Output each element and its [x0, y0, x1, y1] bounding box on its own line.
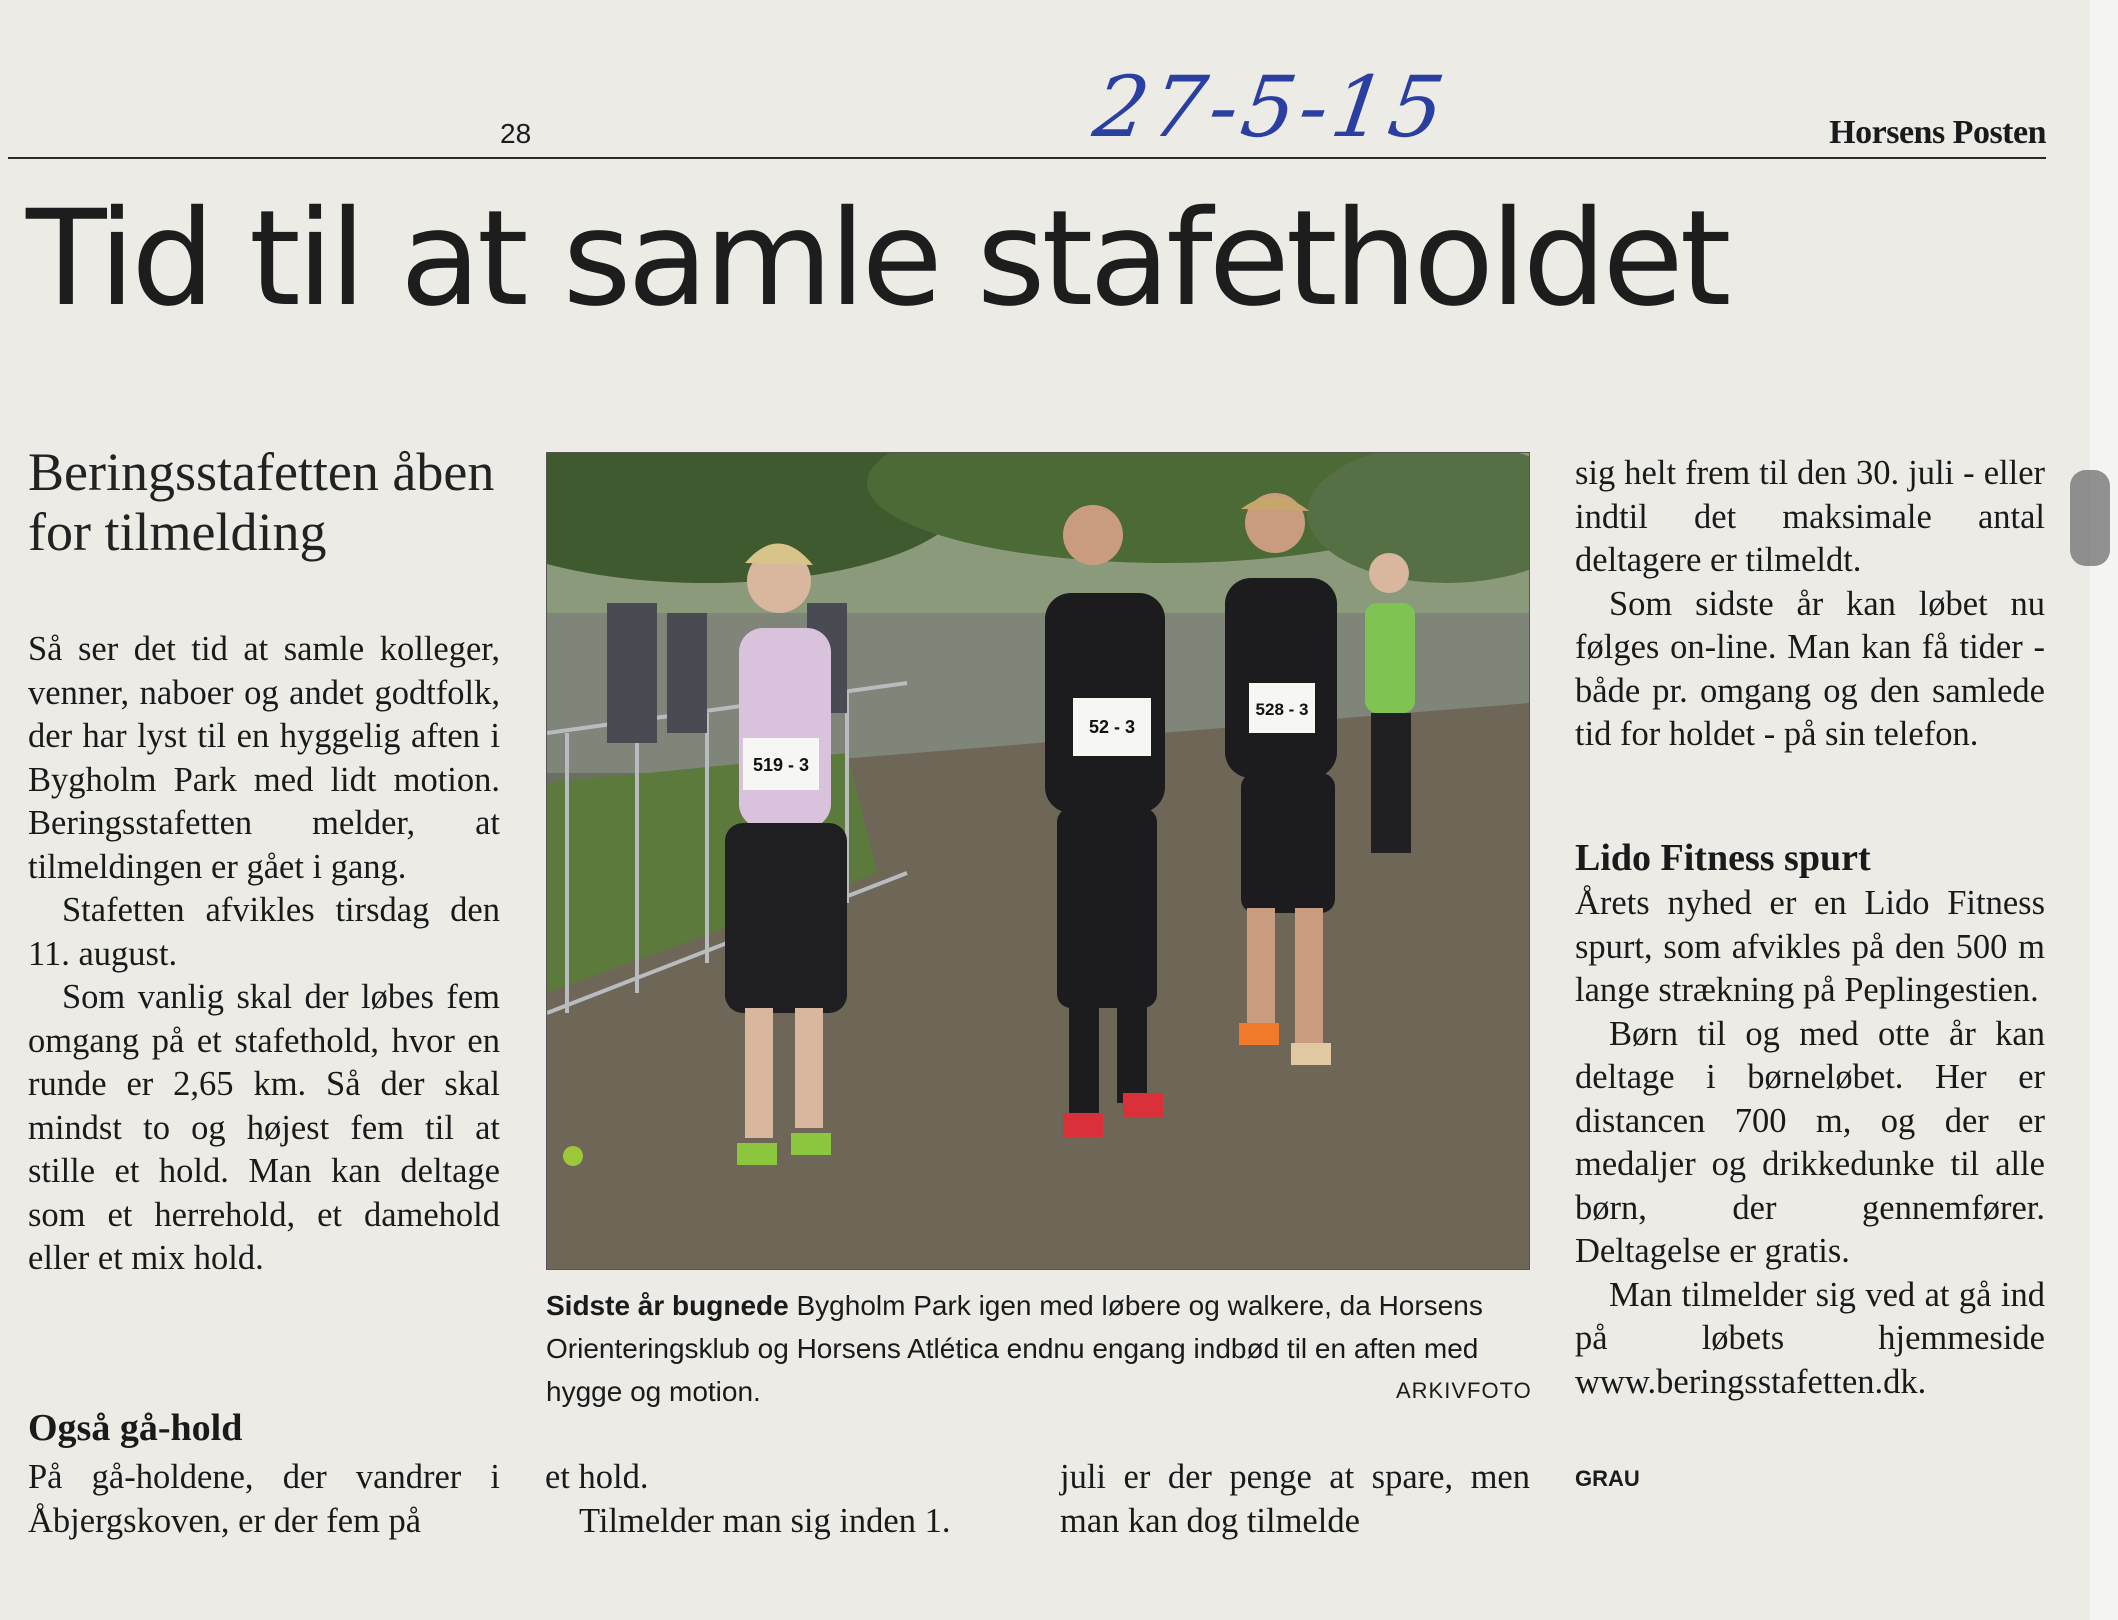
right-column-continued [1575, 882, 2045, 1404]
paragraph: Så ser det tid at samle kolleger, venner, naboer og andet godtfolk, der har lyst til en hyggelig aften i Bygholm Park med lidt motion. Beringsstafetten melder, at tilmeldingen er gået i gang. [28, 630, 500, 886]
runners-photo-illustration [547, 453, 1529, 1269]
page-number: 28 [500, 118, 532, 149]
paragraph: Som sidste år kan løbet nu følges on-line. Man kan få tider - både pr. omgang og den samlede tid for holdet - på sin telefon. [1575, 584, 2045, 753]
scanner-clip [2070, 470, 2110, 566]
caption-lead: Sidste år bugnede [546, 1290, 789, 1321]
byline: GRAU [1575, 1466, 1640, 1491]
article-photo [546, 452, 1530, 1270]
photo-credit: ARKIVFOTO [1396, 1378, 1532, 1403]
handwritten-date: 27-5-15 [1088, 58, 1454, 156]
paragraph: sig helt frem til den 30. juli - eller indtil det maksimale antal deltagere er tilmeldt. [1575, 454, 2045, 579]
subheadline: Beringsstafetten åben for tilmelding [28, 442, 495, 562]
photo-caption [546, 1284, 1528, 1413]
right-column [1575, 452, 2045, 757]
paragraph: Børn til og med otte år kan deltage i børneløbet. Her er distancen 700 m, og der er medaljer og drikkedunke til alle børn, der gennemfører. Deltagelse er gratis. [1575, 1014, 2045, 1270]
paragraph: Tilmelder man sig inden 1. [579, 1501, 951, 1540]
page-edge [2090, 0, 2118, 1620]
subhead-walking: Også gå-hold [28, 1407, 243, 1449]
left-column [28, 628, 500, 1281]
bib-number: 528 - 3 [1255, 700, 1309, 719]
subhead-lido-fitness: Lido Fitness spurt [1575, 837, 1871, 879]
paragraph: Som vanlig skal der løbes fem omgang på et stafethold, hvor en runde er 2,65 km. Så der skal mindst to og højest fem til at stille et hold. Man kan deltage som et herrehold, et damehold eller et mix hold. [28, 978, 500, 1277]
paragraph: et hold. [545, 1458, 649, 1496]
newspaper-name: Horsens Posten [1829, 114, 2046, 151]
header-rule [8, 157, 2046, 159]
bib-number: 519 - 3 [752, 755, 810, 775]
left-column-continued: På gå-holdene, der vandrer i Åbjergskoven, er der fem på [28, 1458, 500, 1540]
paragraph: Man tilmelder sig ved at gå ind på løbets hjemmeside www.beringsstafetten.dk. [1575, 1275, 2045, 1401]
paragraph: Årets nyhed er en Lido Fitness spurt, som afvikles på den 500 m lange strækning på Peplingestien. [1575, 884, 2045, 1009]
caption-text: Bygholm Park igen med løbere og walkere, da Horsens Orienteringsklub og Horsens Atlética endnu engang indbød til en aften med hygge og motion. [546, 1290, 1483, 1407]
bib-number: 52 - 3 [1088, 717, 1136, 737]
middle-column-a [545, 1456, 1025, 1543]
headline: Tid til at samle stafetholdet [26, 182, 1728, 336]
middle-column-b: juli er der penge at spare, men man kan dog tilmelde [1060, 1458, 1530, 1540]
paragraph: Stafetten afvikles tirsdag den 11. august. [28, 891, 500, 973]
